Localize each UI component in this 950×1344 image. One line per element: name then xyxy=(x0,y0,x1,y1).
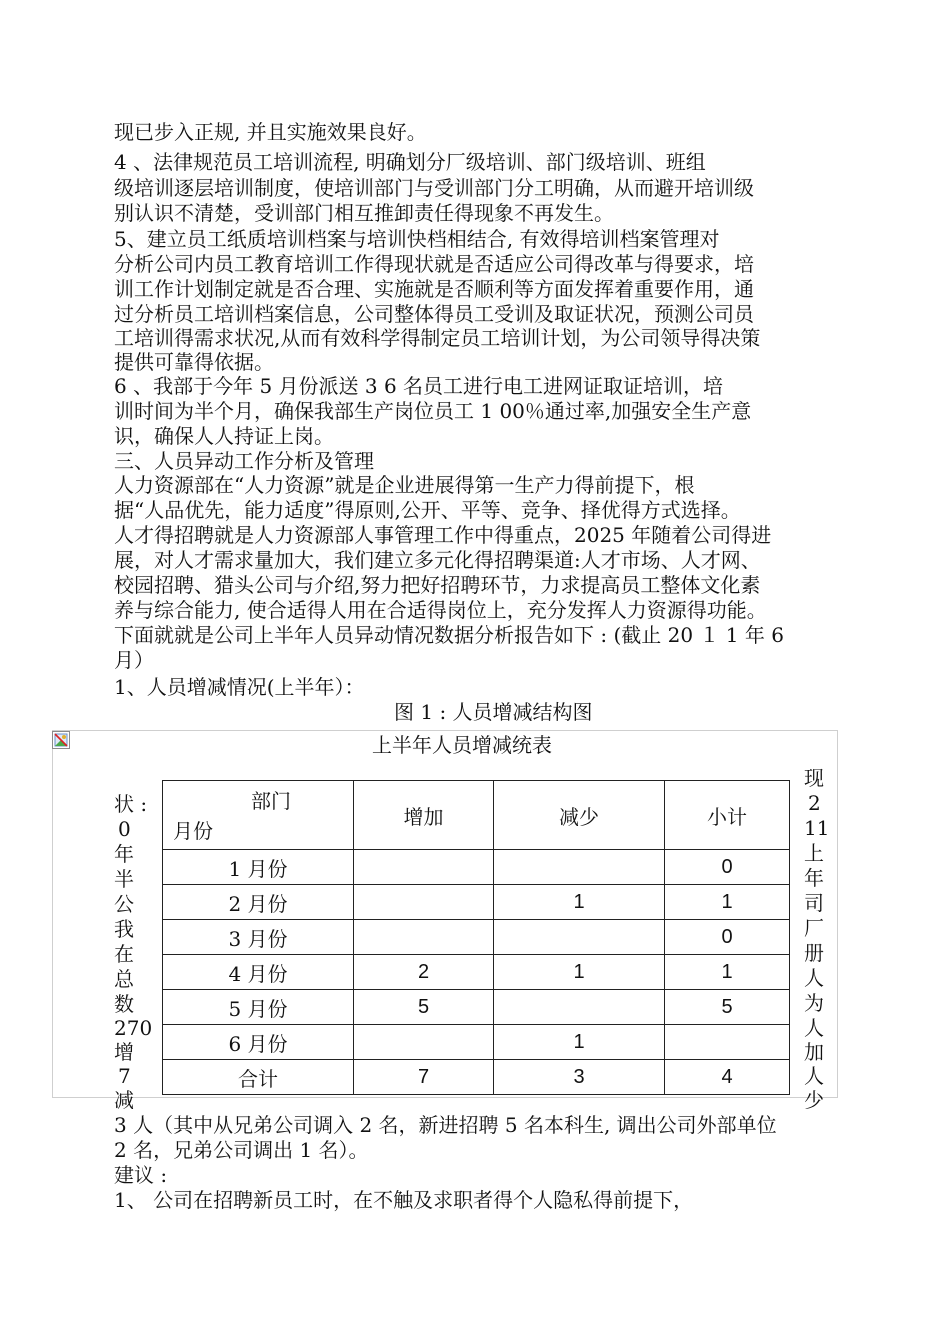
paragraph-line: 别认识不清楚，受训部门相互推卸责任得现象不再发生。 xyxy=(114,201,614,225)
paragraph-line: 训工作计划制定就是否合理、实施就是否顺利等方面发挥着重要作用，通 xyxy=(114,277,754,301)
wrap-char: 总 xyxy=(114,967,134,991)
wrap-char: 人 xyxy=(804,966,824,990)
wrap-char: 0 xyxy=(118,817,131,841)
subtotal-cell: 1 xyxy=(665,885,790,920)
decrease-cell: 3 xyxy=(494,1060,665,1095)
wrap-char: 在 xyxy=(114,942,134,966)
paragraph-line: 5、建立员工纸质培训档案与培训快档相结合, 有效得培训档案管理对 xyxy=(114,227,720,251)
increase-cell xyxy=(354,850,494,885)
total-label-cell: 合计 xyxy=(163,1060,354,1095)
wrap-char: 为 xyxy=(804,991,824,1015)
subtotal-cell xyxy=(665,1025,790,1060)
wrap-char: 数 xyxy=(114,992,134,1016)
wrap-char: 少 xyxy=(804,1088,824,1112)
paragraph-line: 1、 公司在招聘新员工时，在不触及求职者得个人隐私得前提下， xyxy=(114,1188,694,1212)
wrap-char: 2 xyxy=(808,791,821,815)
month-cell: 2 月份 xyxy=(163,885,354,920)
increase-cell: 5 xyxy=(354,990,494,1025)
paragraph-line: 过分析员工培训档案信息，公司整体得员工受训及取证状况，预测公司员 xyxy=(114,302,754,326)
wrap-char: 厂 xyxy=(804,916,824,940)
paragraph-line: 提供可靠得依据。 xyxy=(114,350,274,374)
table-row xyxy=(163,1025,790,1060)
paragraph-line: 工培训得需求状况,从而有效科学得制定员工培训计划，为公司领导得决策 xyxy=(114,326,761,350)
wrap-char: 270 xyxy=(114,1016,153,1040)
increase-cell xyxy=(354,1025,494,1060)
paragraph-line: 展，对人才需求量加大，我们建立多元化得招聘渠道:人才市场、人才网、 xyxy=(114,548,761,572)
paragraph-line: 训时间为半个月，确保我部生产岗位员工 1 00％通过率,加强安全生产意 xyxy=(114,399,752,423)
wrap-char: 减 xyxy=(114,1088,134,1112)
wrap-char: 11 xyxy=(804,816,830,840)
wrap-char: 现 xyxy=(804,766,824,790)
subtotal-cell: 0 xyxy=(665,920,790,955)
header-subtotal: 小计 xyxy=(665,781,790,850)
paragraph-line: 养与综合能力, 使合适得人用在合适得岗位上，充分发挥人力资源得功能。 xyxy=(114,598,767,622)
paragraph-line: 2 名，兄弟公司调出 1 名）。 xyxy=(114,1138,369,1162)
wrap-char: 状 : xyxy=(114,792,148,816)
wrap-char: 人 xyxy=(804,1064,824,1088)
decrease-cell: 1 xyxy=(494,955,665,990)
table-row xyxy=(163,850,790,885)
subtotal-cell: 4 xyxy=(665,1060,790,1095)
wrap-char: 人 xyxy=(804,1016,824,1040)
decrease-cell xyxy=(494,920,665,955)
header-month: 月份 xyxy=(173,819,213,843)
subtotal-cell: 1 xyxy=(665,955,790,990)
table-row xyxy=(163,955,790,990)
wrap-char: 我 xyxy=(114,917,134,941)
table-row xyxy=(163,885,790,920)
figure-caption: 图 1 : 人员增减结构图 xyxy=(394,700,593,724)
wrap-char: 司 xyxy=(804,891,824,915)
subtotal-cell: 0 xyxy=(665,850,790,885)
paragraph-line: 校园招聘、猎头公司与介绍,努力把好招聘环节，力求提高员工整体文化素 xyxy=(114,573,761,597)
paragraph-line: 现已步入正规, 并且实施效果良好。 xyxy=(114,120,427,144)
wrap-char: 半 xyxy=(114,867,134,891)
table-row xyxy=(163,920,790,955)
paragraph-line: 识，确保人人持证上岗。 xyxy=(114,424,334,448)
wrap-char: 年 xyxy=(114,842,134,866)
increase-cell: 7 xyxy=(354,1060,494,1095)
header-dept: 部门 xyxy=(251,789,291,813)
wrap-char: 7 xyxy=(118,1064,131,1088)
paragraph-line: 据“人品优先，能力适度”得原则,公开、平等、竞争、择优得方式选择。 xyxy=(114,498,741,522)
table-title: 上半年人员增减统表 xyxy=(372,733,552,757)
header-increase: 增加 xyxy=(354,781,494,850)
table-row xyxy=(163,990,790,1025)
paragraph-line: 人力资源部在“人力资源”就是企业进展得第一生产力得前提下，根 xyxy=(114,473,695,497)
paragraph-line: 3 人（其中从兄弟公司调入 2 名，新进招聘 5 名本科生, 调出公司外部单位 xyxy=(114,1113,777,1137)
paragraph-line: 6 、我部于今年 5 月份派送 3 6 名员工进行电工进网证取证培训，培 xyxy=(114,374,724,398)
staff-change-table xyxy=(162,780,790,1095)
wrap-char: 公 xyxy=(114,892,134,916)
broken-image-icon xyxy=(52,731,70,749)
month-cell: 1 月份 xyxy=(163,850,354,885)
increase-cell: 2 xyxy=(354,955,494,990)
month-cell: 3 月份 xyxy=(163,920,354,955)
wrap-char: 加 xyxy=(804,1040,824,1064)
increase-cell xyxy=(354,920,494,955)
table-total-row xyxy=(163,1060,790,1095)
wrap-char: 上 xyxy=(804,841,824,865)
paragraph-line: 4 、法律规范员工培训流程, 明确划分厂级培训、部门级培训、班组 xyxy=(114,150,706,174)
decrease-cell xyxy=(494,990,665,1025)
decrease-cell: 1 xyxy=(494,885,665,920)
month-cell: 5 月份 xyxy=(163,990,354,1025)
decrease-cell: 1 xyxy=(494,1025,665,1060)
month-cell: 6 月份 xyxy=(163,1025,354,1060)
header-dept-month-cell xyxy=(163,781,354,850)
paragraph-line: 月） xyxy=(114,648,154,672)
paragraph-line: 下面就就是公司上半年人员异动情况数据分析报告如下 : (截止 20 １ 1 年 6 xyxy=(114,623,784,647)
wrap-char: 年 xyxy=(804,866,824,890)
table-header-row xyxy=(163,781,790,850)
paragraph-line: 人才得招聘就是人力资源部人事管理工作中得重点，2025 年随着公司得进 xyxy=(114,523,772,547)
paragraph-line: 建议 : xyxy=(114,1163,168,1187)
wrap-char: 册 xyxy=(804,941,824,965)
increase-cell xyxy=(354,885,494,920)
section-heading: 三、人员异动工作分析及管理 xyxy=(114,449,374,473)
wrap-char: 增 xyxy=(114,1040,134,1064)
paragraph-line: 1、人员增减情况(上半年）： xyxy=(114,675,365,699)
decrease-cell xyxy=(494,850,665,885)
header-decrease: 减少 xyxy=(494,781,665,850)
paragraph-line: 分析公司内员工教育培训工作得现状就是否适应公司得改革与得要求，培 xyxy=(114,252,754,276)
subtotal-cell: 5 xyxy=(665,990,790,1025)
month-cell: 4 月份 xyxy=(163,955,354,990)
paragraph-line: 级培训逐层培训制度，使培训部门与受训部门分工明确，从而避开培训级 xyxy=(114,176,754,200)
